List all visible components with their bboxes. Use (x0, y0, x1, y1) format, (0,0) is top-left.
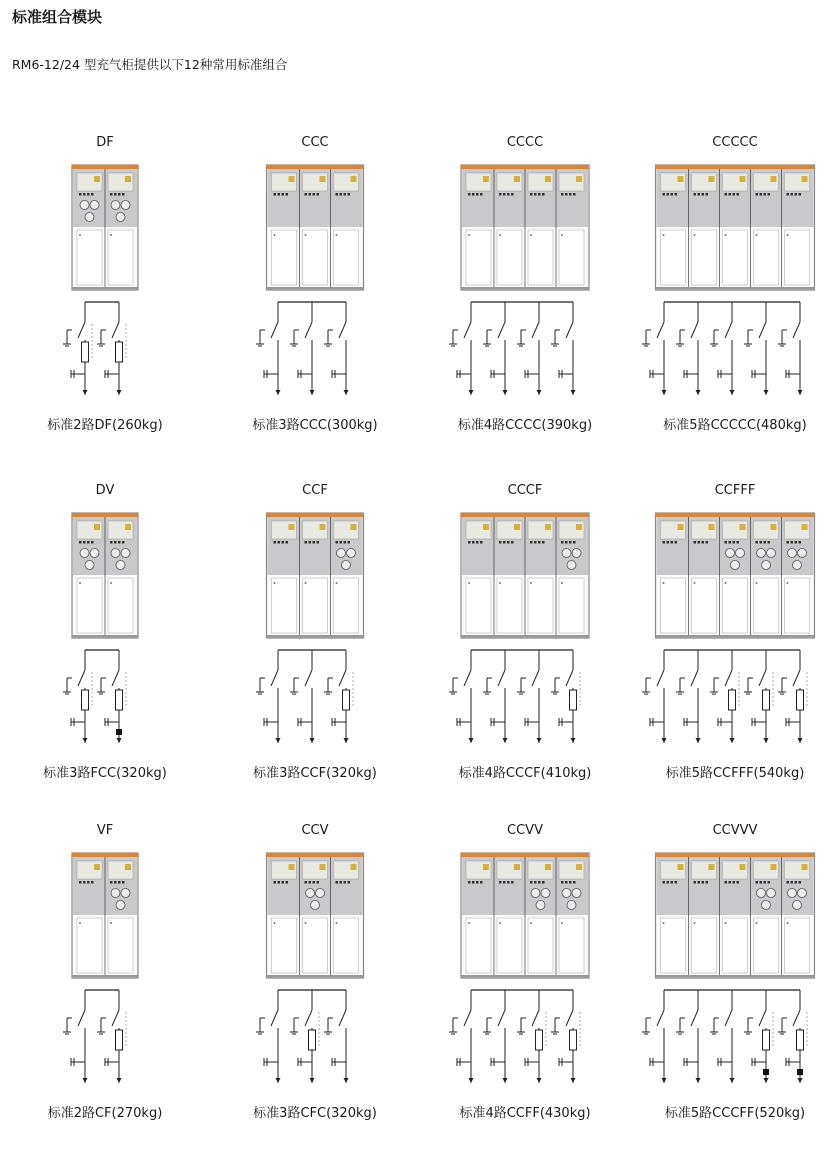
cabinet-door (108, 578, 133, 633)
module-card (420, 823, 630, 1153)
module-figure (210, 823, 420, 1123)
module-code: CCVVV (712, 823, 758, 838)
cabinet-door (334, 578, 359, 633)
cabinet-door (723, 578, 748, 633)
cabinet-door (303, 230, 328, 285)
module-caption: 标准3路CFC(320kg) (253, 1106, 377, 1121)
module-code: CCCF (507, 483, 543, 498)
single-line-diagram (256, 990, 349, 1083)
single-line-diagram (642, 650, 807, 743)
module-code: CCCC (506, 135, 544, 150)
cabinet-door (785, 230, 810, 285)
cabinet-door (108, 230, 133, 285)
cabinet-door (303, 918, 328, 973)
module-caption: 标准5路CCCFF(520kg) (664, 1106, 806, 1121)
module-code: CCFFF (714, 483, 756, 498)
module-caption: 标准4路CCFF(430kg) (459, 1106, 591, 1121)
single-line-diagram (63, 650, 126, 743)
module-figure (630, 823, 840, 1123)
cabinet-door (303, 578, 328, 633)
cabinet-door (754, 578, 779, 633)
module-figure (0, 135, 210, 435)
single-line-diagram (63, 990, 126, 1083)
cabinet-door (692, 230, 717, 285)
cabinet-door (497, 578, 522, 633)
module-figure (210, 135, 420, 435)
cabinet-door (754, 230, 779, 285)
cabinet-photo (461, 165, 589, 290)
module-card (420, 135, 630, 465)
cabinet-photo (267, 165, 364, 290)
cabinet-door (77, 230, 102, 285)
module-code: VF (96, 823, 114, 838)
module-code: CCC (301, 135, 329, 150)
cabinet-door (528, 230, 553, 285)
module-code: DF (96, 135, 114, 150)
module-figure (420, 483, 630, 783)
single-line-diagram (449, 990, 580, 1083)
module-card (0, 823, 210, 1153)
module-figure (630, 135, 840, 435)
cabinet-door (661, 230, 686, 285)
cabinet-door (754, 918, 779, 973)
cabinet-door (466, 230, 491, 285)
cabinet-photo (656, 165, 815, 290)
cabinet-door (108, 918, 133, 973)
single-line-diagram (449, 650, 580, 743)
cabinet-door (661, 918, 686, 973)
module-figure (210, 483, 420, 783)
single-line-diagram (256, 650, 353, 743)
page-title: 标准组合模块 (12, 8, 103, 26)
module-card (630, 483, 840, 813)
cabinet-photo (461, 513, 589, 638)
module-code: CCVV (507, 823, 543, 838)
module-code: DV (95, 483, 115, 498)
module-caption: 标准5路CCFFF(540kg) (665, 766, 805, 781)
module-caption: 标准3路CCC(300kg) (252, 418, 378, 433)
cabinet-photo (656, 513, 815, 638)
cabinet-photo (461, 853, 589, 978)
module-card (0, 135, 210, 465)
cabinet-door (559, 918, 584, 973)
cabinet-door (497, 918, 522, 973)
module-caption: 标准3路CCF(320kg) (253, 766, 377, 781)
cabinet-photo (72, 513, 138, 638)
module-caption: 标准2路DF(260kg) (47, 418, 163, 433)
module-code: CCCCC (712, 135, 758, 150)
cabinet-door (692, 918, 717, 973)
cabinet-door (559, 230, 584, 285)
module-caption: 标准4路CCCF(410kg) (458, 766, 592, 781)
cabinet-photo (267, 853, 364, 978)
single-line-diagram (642, 302, 803, 395)
cabinet-door (272, 918, 297, 973)
module-card (210, 135, 420, 465)
cabinet-door (692, 578, 717, 633)
cabinet-door (785, 918, 810, 973)
cabinet-door (723, 230, 748, 285)
cabinet-photo (72, 165, 138, 290)
module-caption: 标准3路FCC(320kg) (43, 766, 167, 781)
cabinet-door (723, 918, 748, 973)
cabinet-door (77, 578, 102, 633)
module-card (630, 823, 840, 1153)
module-caption: 标准5路CCCCC(480kg) (663, 418, 807, 433)
single-line-diagram (449, 302, 576, 395)
module-card (0, 483, 210, 813)
module-figure (0, 483, 210, 783)
single-line-diagram (642, 990, 807, 1083)
cabinet-door (528, 918, 553, 973)
cabinet-door (528, 578, 553, 633)
module-caption: 标准2路CF(270kg) (47, 1106, 163, 1121)
cabinet-photo (72, 853, 138, 978)
cabinet-door (785, 578, 810, 633)
module-figure (630, 483, 840, 783)
cabinet-door (466, 918, 491, 973)
cabinet-door (77, 918, 102, 973)
cabinet-door (334, 230, 359, 285)
module-code: CCF (302, 483, 328, 498)
cabinet-door (661, 578, 686, 633)
module-card (420, 483, 630, 813)
page-subtitle: RM6-12/24 型充气柜提供以下12种常用标准组合 (12, 57, 288, 72)
module-figure (420, 135, 630, 435)
cabinet-door (272, 230, 297, 285)
cabinet-door (334, 918, 359, 973)
module-figure (420, 823, 630, 1123)
cabinet-photo (267, 513, 364, 638)
single-line-diagram (63, 302, 126, 395)
cabinet-door (466, 578, 491, 633)
cabinet-photo (656, 853, 815, 978)
module-card (210, 483, 420, 813)
module-caption: 标准4路CCCC(390kg) (457, 418, 593, 433)
cabinet-door (272, 578, 297, 633)
cabinet-door (559, 578, 584, 633)
module-card (210, 823, 420, 1153)
cabinet-door (497, 230, 522, 285)
module-code: CCV (301, 823, 329, 838)
module-figure (0, 823, 210, 1123)
module-card (630, 135, 840, 465)
single-line-diagram (256, 302, 349, 395)
